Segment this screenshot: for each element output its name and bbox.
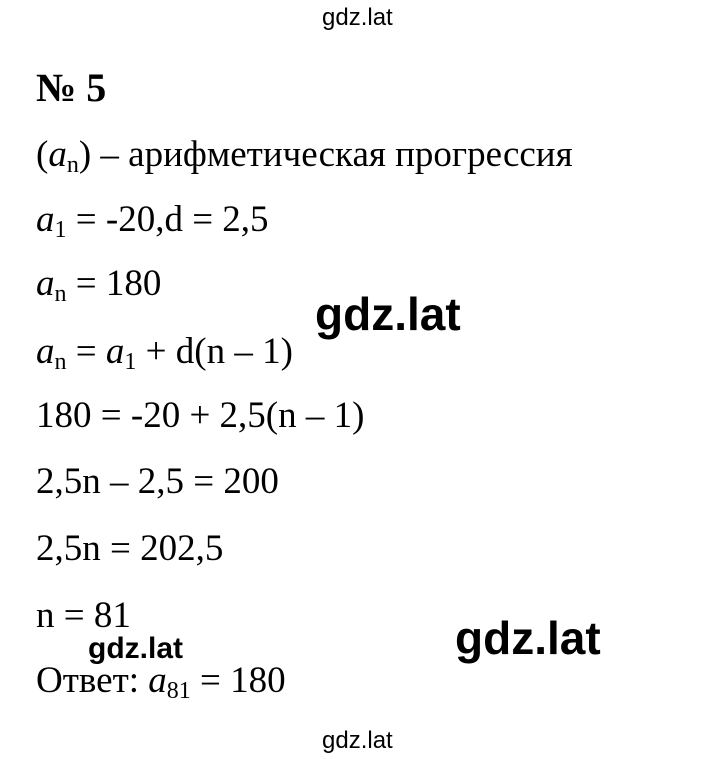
an-variable: a (36, 263, 55, 304)
problem-number: № 5 (36, 65, 107, 110)
a1-text: = -20,d = 2,5 (66, 199, 269, 240)
formula-subscript-2: 1 (124, 349, 137, 375)
an-text: = 180 (66, 263, 162, 304)
watermark-bottom: gdz.lat (322, 727, 393, 754)
answer-text: = 180 (190, 660, 286, 701)
answer-variable: a (148, 660, 167, 701)
step-substitution: 180 = -20 + 2,5(n – 1) (36, 395, 365, 436)
given-text: ) – арифметическая прогрессия (78, 134, 573, 175)
step-result: n = 81 (36, 595, 131, 636)
step-simplify: 2,5n = 202,5 (36, 528, 224, 569)
answer-label: Ответ: (36, 660, 149, 701)
answer-subscript: 81 (166, 678, 191, 704)
an-subscript: n (54, 281, 67, 307)
formula-rest: + d(n – 1) (136, 331, 293, 372)
watermark-top: gdz.lat (322, 4, 393, 31)
answer-line (36, 660, 286, 704)
a1-variable: a (36, 199, 55, 240)
formula-variable-1: a (36, 331, 55, 372)
formula-subscript-1: n (54, 349, 67, 375)
watermark-small: gdz.lat (88, 632, 183, 665)
formula-equals: = (66, 331, 106, 372)
given-nth-term (36, 263, 162, 307)
watermark-right: gdz.lat (455, 612, 601, 664)
a1-subscript: 1 (54, 217, 67, 243)
given-first-term (36, 199, 269, 243)
given-variable: a (48, 134, 67, 175)
given-subscript: n (66, 152, 79, 178)
watermark-middle: gdz.lat (315, 288, 461, 340)
formula-line (36, 331, 293, 375)
given-progression: $(a_n)$ – арифметическая прогрессия (36, 134, 573, 178)
formula-variable-2: a (105, 331, 125, 372)
step-expand: 2,5n – 2,5 = 200 (36, 461, 279, 502)
